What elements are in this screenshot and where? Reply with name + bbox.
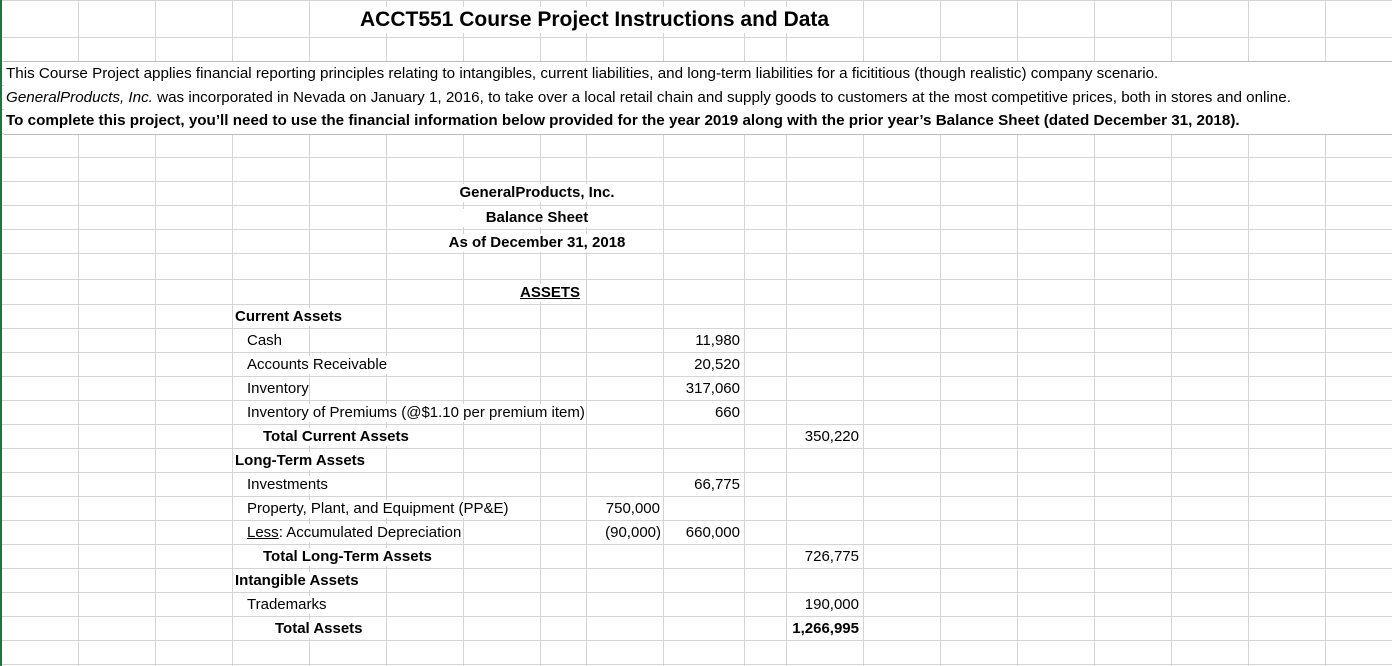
grid-line — [0, 568, 1392, 569]
grid-line — [0, 640, 1392, 641]
ppe-amount[interactable]: 750,000 — [587, 500, 660, 518]
intro-line-1: This Course Project applies financial reporting principles relating to intangibles, current liabilities, and long-term liabilities for a ficititious (though realistic) company scenario. — [6, 65, 1159, 82]
investments-amount[interactable]: 66,775 — [664, 476, 740, 494]
grid-line — [0, 400, 1392, 401]
sheet-title[interactable]: ACCT551 Course Project Instructions and Data — [360, 8, 830, 31]
depreciation-amount[interactable]: (90,000) — [587, 524, 661, 542]
premiums-amount[interactable]: 660 — [664, 404, 740, 422]
grid-line — [0, 424, 1392, 425]
total-assets-amount[interactable]: 1,266,995 — [787, 620, 859, 638]
intro-line-2 — [6, 89, 1291, 107]
receivable-label[interactable]: Accounts Receivable — [247, 356, 388, 373]
inventory-label[interactable]: Inventory — [247, 380, 309, 397]
grid-line — [0, 592, 1392, 593]
grid-line — [0, 472, 1392, 473]
sheet-left-border — [0, 0, 2, 666]
grid-line — [0, 376, 1392, 377]
trademarks-amount[interactable]: 190,000 — [787, 596, 859, 614]
grid-line — [0, 496, 1392, 497]
grid-line — [0, 205, 1392, 206]
grid-line — [0, 157, 1392, 158]
total-long-term-assets-label[interactable]: Total Long-Term Assets — [263, 548, 432, 565]
assets-section-heading[interactable]: ASSETS — [520, 284, 581, 301]
statement-name[interactable]: Balance Sheet — [437, 209, 637, 227]
total-long-term-assets-amount[interactable]: 726,775 — [787, 548, 859, 566]
ppe-label[interactable]: Property, Plant, and Equipment (PP&E) — [247, 500, 509, 517]
depreciation-label-less: Less — [247, 524, 279, 541]
grid-line — [0, 328, 1392, 329]
statement-date[interactable]: As of December 31, 2018 — [437, 234, 637, 252]
intro-line-3: To complete this project, you’ll need to use the financial information below provided for the year 2019 along with the prior year’s Balance Sheet (dated December 31, 2018). — [6, 112, 1240, 129]
cash-label[interactable]: Cash — [247, 332, 283, 349]
receivable-amount[interactable]: 20,520 — [664, 356, 740, 374]
cash-amount[interactable]: 11,980 — [664, 332, 740, 350]
grid-line — [0, 544, 1392, 545]
depreciation-label-rest: : Accumulated Depreciation — [278, 524, 462, 541]
inventory-amount[interactable]: 317,060 — [664, 380, 740, 398]
grid-line — [0, 520, 1392, 521]
ppe-net-amount[interactable]: 660,000 — [664, 524, 740, 542]
investments-label[interactable]: Investments — [247, 476, 328, 493]
grid-line — [0, 448, 1392, 449]
intangible-assets-heading[interactable]: Intangible Assets — [235, 572, 359, 589]
long-term-assets-heading[interactable]: Long-Term Assets — [235, 452, 366, 469]
grid-line — [0, 664, 1392, 665]
grid-line — [0, 229, 1392, 230]
intro-company-name: GeneralProducts, Inc. — [6, 89, 153, 106]
grid-line — [0, 37, 1392, 38]
grid-line — [0, 352, 1392, 353]
grid-line — [0, 181, 1392, 182]
company-name[interactable]: GeneralProducts, Inc. — [437, 184, 637, 202]
grid-line — [0, 253, 1392, 254]
current-assets-heading[interactable]: Current Assets — [235, 308, 342, 325]
total-assets-label[interactable]: Total Assets — [275, 620, 363, 637]
grid-line — [0, 304, 1392, 305]
grid-line — [0, 279, 1392, 280]
trademarks-label[interactable]: Trademarks — [247, 596, 327, 613]
premiums-label[interactable]: Inventory of Premiums (@$1.10 per premium item) — [247, 404, 585, 421]
grid-line — [0, 616, 1392, 617]
grid-line — [0, 0, 1392, 1]
depreciation-label[interactable] — [247, 524, 461, 542]
total-current-assets-label[interactable]: Total Current Assets — [263, 428, 409, 445]
intro-block[interactable] — [4, 61, 1392, 135]
total-current-assets-amount[interactable]: 350,220 — [787, 428, 859, 446]
intro-line-2-rest: was incorporated in Nevada on January 1, 2016, to take over a local retail chain and supply goods to customers at the most competitive prices, both in stores and online. — [152, 89, 1291, 106]
